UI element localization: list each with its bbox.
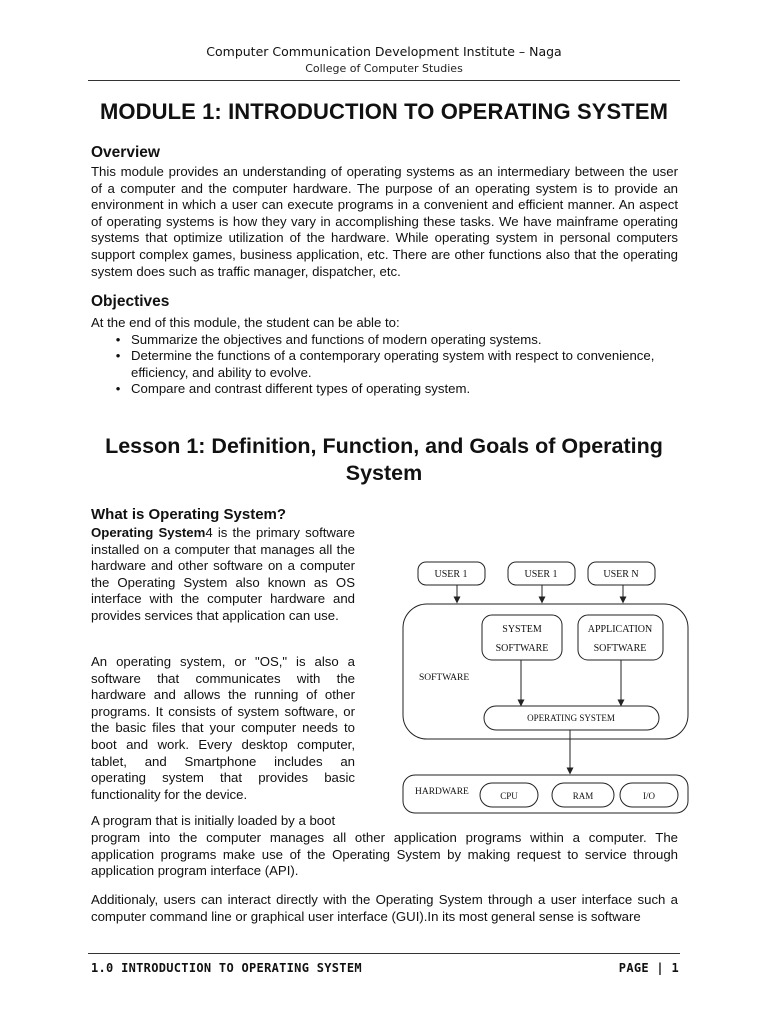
page-number: PAGE | 1 [618,961,679,975]
software-label: SOFTWARE [419,673,470,683]
objective-text: Compare and contrast different types of operating system. [131,381,471,397]
bullet-icon: • [115,348,121,364]
bullet-icon: • [115,381,121,397]
module-title: MODULE 1: INTRODUCTION TO OPERATING SYSTEM [99,99,669,124]
user-label: USER 1 [524,569,558,580]
objectives-heading: Objectives [91,293,170,310]
list-item [91,332,681,349]
user-label: USER 1 [434,569,468,580]
header-rule [88,80,680,81]
cpu-label: CPU [500,791,518,801]
operating-system-label: OPERATING SYSTEM [527,713,615,723]
college-name: College of Computer Studies [305,62,463,75]
list-item [91,381,681,398]
os-architecture-diagram [398,553,693,818]
overview-text: This module provides an understanding of operating systems as an intermediary between the user of a computer and the computer hardware. The purpose of an operating system is to provide an environment in which a user can execute programs in a convenient and efficient manner. An aspect of operating systems is how they vary in accomplishing these tasks. We have mainframe operating systems that optimize utilization of the hardware. While operating system in personal computers support complex games, business application, etc. There are other functions also that the operating system does such as traffic manager, dispatcher, etc. [91,164,678,279]
lesson-title: Lesson 1: Definition, Function, and Goals of Operating System [105,434,663,485]
os-description-paragraph: An operating system, or "OS," is also a software that communicates with the hardware and allows the running of other programs. It consists of system software, or the basic files that your computer needs to boot and work. Every desktop computer, tablet, and Smartphone includes an operating system that provides basic functionality for the device. [91,654,355,802]
system-software-label: SOFTWARE [495,643,549,654]
os-definition-paragraph [91,525,355,625]
system-software-label: SYSTEM [502,624,542,635]
lesson-subheading: What is Operating System? [91,506,287,523]
institute-name: Computer Communication Development Institute – Naga [206,44,562,59]
overview-heading: Overview [91,144,160,161]
list-item [91,348,681,381]
objective-text: Summarize the objectives and functions of modern operating systems. [131,331,542,347]
ram-label: RAM [572,791,594,801]
objectives-intro: At the end of this module, the student can be able to: [91,315,400,330]
os-term: Operating System [91,525,206,540]
boot-program-text: program into the computer manages all other application programs within a computer. The application programs make use of the Operating System by making request to service through application program interface (API). [91,830,678,879]
page-header [0,44,768,76]
os-definition-text: 4 is the primary software installed on a computer that manages all the hardware and other software on a computer the Operating System also known as OS interface with the computer hardware and provides services that application can use. [91,525,355,623]
objectives-list [91,315,681,398]
application-software-label: APPLICATION [587,624,653,635]
footer-rule [88,953,680,954]
hardware-label: HARDWARE [415,787,469,797]
footer-title: 1.0 INTRODUCTION TO OPERATING SYSTEM [91,961,362,975]
user-interface-text: Additionaly, users can interact directly with the Operating System through a user interface such a computer command line or graphical user interface (GUI).In its most general sense is software [91,892,678,924]
io-label: I/O [643,791,655,801]
boot-program-line: A program that is initially loaded by a boot [91,813,336,828]
user-label: USER N [603,569,639,580]
objective-text: Determine the functions of a contemporary operating system with respect to convenience, efficiency, and ability to evolve. [131,348,655,380]
bullet-icon: • [115,331,121,347]
application-software-label: SOFTWARE [593,643,647,654]
